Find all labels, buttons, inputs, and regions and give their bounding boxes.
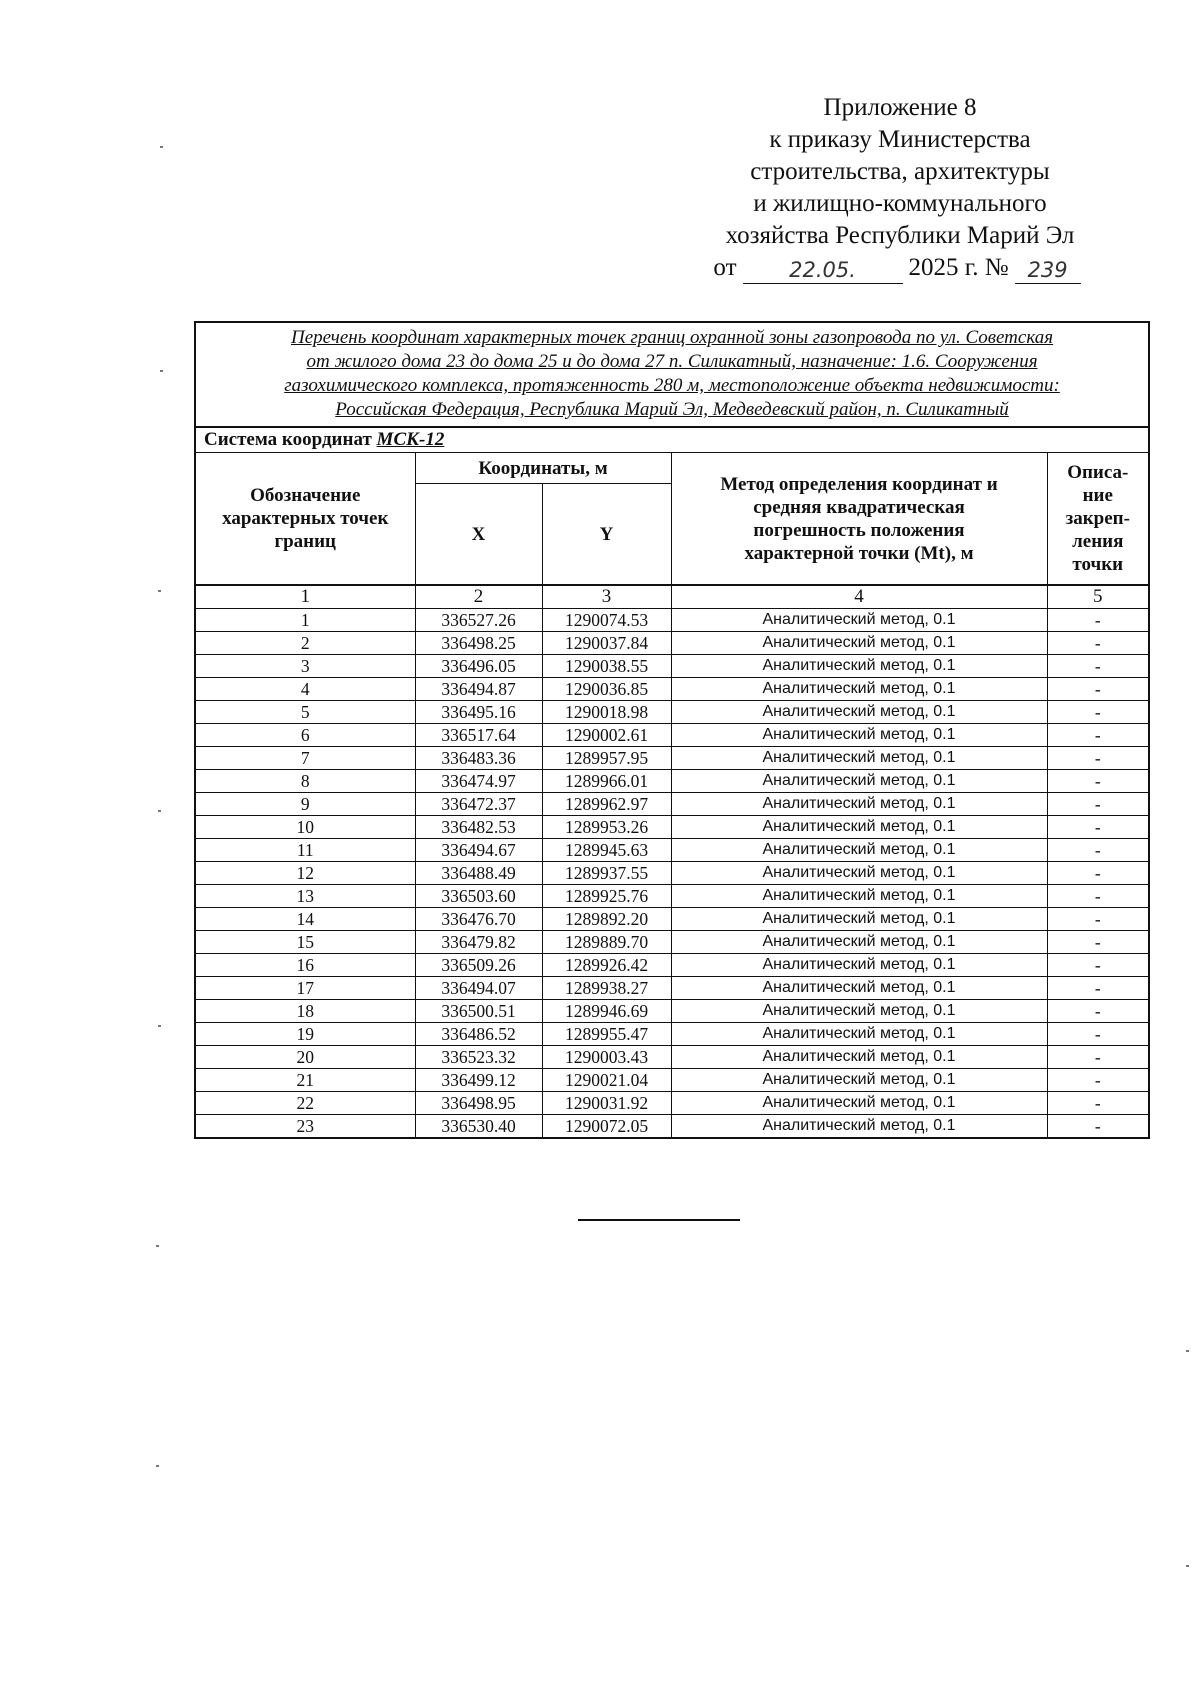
- x-coordinate-cell: 336498.95: [415, 1092, 542, 1115]
- header-description: [1047, 453, 1149, 586]
- description-cell: -: [1047, 1069, 1149, 1092]
- table-row: [195, 1069, 1149, 1092]
- header-desc-line: ления: [1072, 531, 1124, 552]
- table-row: [195, 1115, 1149, 1139]
- header-method-line: погрешность положения: [753, 519, 965, 541]
- point-number-cell: 12: [195, 862, 415, 885]
- y-coordinate-cell: 1289938.27: [542, 977, 671, 1000]
- x-coordinate-cell: 336494.87: [415, 678, 542, 701]
- header-x: X: [415, 484, 542, 586]
- x-coordinate-cell: 336494.67: [415, 839, 542, 862]
- header-method: [671, 453, 1047, 586]
- x-coordinate-cell: 336476.70: [415, 908, 542, 931]
- scan-speck: [158, 590, 161, 592]
- method-cell: Аналитический метод, 0.1: [671, 747, 1047, 770]
- table-row: [195, 678, 1149, 701]
- coordinates-table: [194, 321, 1150, 1139]
- header-point-line: границ: [274, 531, 337, 552]
- header-point-designation: [195, 453, 415, 586]
- header-desc-line: Описа-: [1067, 462, 1129, 483]
- x-coordinate-cell: 336509.26: [415, 954, 542, 977]
- scan-speck: [160, 370, 163, 372]
- scan-speck: [158, 1025, 161, 1027]
- table-row: [195, 816, 1149, 839]
- method-cell: Аналитический метод, 0.1: [671, 1046, 1047, 1069]
- point-number-cell: 20: [195, 1046, 415, 1069]
- description-cell: -: [1047, 977, 1149, 1000]
- table-row: [195, 1092, 1149, 1115]
- point-number-cell: 15: [195, 931, 415, 954]
- method-cell: Аналитический метод, 0.1: [671, 954, 1047, 977]
- y-coordinate-cell: 1290002.61: [542, 724, 671, 747]
- point-number-cell: 22: [195, 1092, 415, 1115]
- method-cell: Аналитический метод, 0.1: [671, 701, 1047, 724]
- table-row: [195, 977, 1149, 1000]
- x-coordinate-cell: 336523.32: [415, 1046, 542, 1069]
- method-cell: Аналитический метод, 0.1: [671, 1023, 1047, 1046]
- method-cell: Аналитический метод, 0.1: [671, 655, 1047, 678]
- y-coordinate-cell: 1289937.55: [542, 862, 671, 885]
- table-row: [195, 931, 1149, 954]
- point-number-cell: 16: [195, 954, 415, 977]
- header-method-line: средняя квадратическая: [753, 496, 965, 518]
- description-cell: -: [1047, 816, 1149, 839]
- table-row: [195, 747, 1149, 770]
- y-coordinate-cell: 1290072.05: [542, 1115, 671, 1139]
- point-number-cell: 7: [195, 747, 415, 770]
- description-cell: -: [1047, 908, 1149, 931]
- table-row: [195, 770, 1149, 793]
- header-y: Y: [542, 484, 671, 586]
- description-cell: -: [1047, 678, 1149, 701]
- scan-speck: [160, 146, 163, 148]
- y-coordinate-cell: 1289962.97: [542, 793, 671, 816]
- appendix-header: [650, 92, 1150, 284]
- point-number-cell: 6: [195, 724, 415, 747]
- description-cell: -: [1047, 632, 1149, 655]
- scan-speck: [1186, 1565, 1189, 1567]
- description-cell: -: [1047, 1023, 1149, 1046]
- header-line-4: и жилищно-коммунального: [753, 190, 1047, 217]
- table-row: [195, 655, 1149, 678]
- table-row: [195, 1023, 1149, 1046]
- description-cell: -: [1047, 701, 1149, 724]
- y-coordinate-cell: 1290003.43: [542, 1046, 671, 1069]
- header-line-2: к приказу Министерства: [769, 126, 1031, 153]
- y-coordinate-cell: 1290036.85: [542, 678, 671, 701]
- x-coordinate-cell: 336494.07: [415, 977, 542, 1000]
- method-cell: Аналитический метод, 0.1: [671, 724, 1047, 747]
- header-line-5: хозяйства Республики Марий Эл: [725, 222, 1075, 249]
- header-desc-line: закреп-: [1065, 508, 1130, 529]
- method-cell: Аналитический метод, 0.1: [671, 609, 1047, 632]
- y-coordinate-cell: 1289955.47: [542, 1023, 671, 1046]
- x-coordinate-cell: 336503.60: [415, 885, 542, 908]
- description-cell: -: [1047, 885, 1149, 908]
- point-number-cell: 9: [195, 793, 415, 816]
- method-cell: Аналитический метод, 0.1: [671, 931, 1047, 954]
- order-date-line: [650, 252, 1150, 284]
- point-number-cell: 17: [195, 977, 415, 1000]
- table-row: [195, 954, 1149, 977]
- table-row: [195, 862, 1149, 885]
- x-coordinate-cell: 336500.51: [415, 1000, 542, 1023]
- table-title-row: [195, 322, 1149, 427]
- point-number-cell: 10: [195, 816, 415, 839]
- column-number: 3: [542, 585, 671, 609]
- x-coordinate-cell: 336495.16: [415, 701, 542, 724]
- table-title-line-2: от жилого дома 23 до дома 25 и до дома 27 п. Силикатный, назначение: 1.6. Сооружения: [306, 351, 1038, 372]
- point-number-cell: 4: [195, 678, 415, 701]
- header-point-line: Обозначение: [250, 485, 361, 506]
- y-coordinate-cell: 1289925.76: [542, 885, 671, 908]
- header-desc-line: точки: [1072, 554, 1124, 575]
- table-row: [195, 1000, 1149, 1023]
- x-coordinate-cell: 336517.64: [415, 724, 542, 747]
- description-cell: -: [1047, 1092, 1149, 1115]
- scan-speck: [156, 1245, 159, 1247]
- description-cell: -: [1047, 931, 1149, 954]
- point-number-cell: 19: [195, 1023, 415, 1046]
- y-coordinate-cell: 1289957.95: [542, 747, 671, 770]
- header-point-line: характерных точек: [222, 508, 389, 529]
- method-cell: Аналитический метод, 0.1: [671, 1069, 1047, 1092]
- y-coordinate-cell: 1289889.70: [542, 931, 671, 954]
- point-number-cell: 5: [195, 701, 415, 724]
- point-number-cell: 14: [195, 908, 415, 931]
- y-coordinate-cell: 1290018.98: [542, 701, 671, 724]
- column-number: 1: [195, 585, 415, 609]
- point-number-cell: 3: [195, 655, 415, 678]
- scan-speck: [158, 810, 161, 812]
- y-coordinate-cell: 1289945.63: [542, 839, 671, 862]
- description-cell: -: [1047, 1000, 1149, 1023]
- method-cell: Аналитический метод, 0.1: [671, 862, 1047, 885]
- point-number-cell: 2: [195, 632, 415, 655]
- table-row: [195, 793, 1149, 816]
- description-cell: -: [1047, 954, 1149, 977]
- closing-rule: [578, 1219, 740, 1221]
- header-line-3: строительства, архитектуры: [750, 158, 1050, 185]
- coordinate-system-label: Система координат: [204, 429, 372, 450]
- y-coordinate-cell: 1289953.26: [542, 816, 671, 839]
- method-cell: Аналитический метод, 0.1: [671, 770, 1047, 793]
- x-coordinate-cell: 336488.49: [415, 862, 542, 885]
- point-number-cell: 1: [195, 609, 415, 632]
- table-title: [195, 322, 1149, 427]
- order-date-handwritten: 22.05.: [743, 257, 903, 284]
- x-coordinate-cell: 336474.97: [415, 770, 542, 793]
- header-row-1: [195, 453, 1149, 484]
- point-number-cell: 13: [195, 885, 415, 908]
- table-row: [195, 724, 1149, 747]
- header-method-line: характерной точки (Mt), м: [744, 542, 974, 564]
- method-cell: Аналитический метод, 0.1: [671, 839, 1047, 862]
- column-number: 5: [1047, 585, 1149, 609]
- x-coordinate-cell: 336482.53: [415, 816, 542, 839]
- method-cell: Аналитический метод, 0.1: [671, 678, 1047, 701]
- x-coordinate-cell: 336472.37: [415, 793, 542, 816]
- table-row: [195, 609, 1149, 632]
- x-coordinate-cell: 336498.25: [415, 632, 542, 655]
- header-coordinates: Координаты, м: [415, 453, 671, 484]
- x-coordinate-cell: 336499.12: [415, 1069, 542, 1092]
- y-coordinate-cell: 1290074.53: [542, 609, 671, 632]
- y-coordinate-cell: 1290037.84: [542, 632, 671, 655]
- y-coordinate-cell: 1290031.92: [542, 1092, 671, 1115]
- column-number-row: [195, 585, 1149, 609]
- method-cell: Аналитический метод, 0.1: [671, 885, 1047, 908]
- method-cell: Аналитический метод, 0.1: [671, 632, 1047, 655]
- x-coordinate-cell: 336479.82: [415, 931, 542, 954]
- method-cell: Аналитический метод, 0.1: [671, 793, 1047, 816]
- column-number: 2: [415, 585, 542, 609]
- x-coordinate-cell: 336486.52: [415, 1023, 542, 1046]
- point-number-cell: 23: [195, 1115, 415, 1139]
- table-title-line-3: газохимического комплекса, протяженность 280 м, местоположение объекта недвижимости:: [284, 375, 1060, 396]
- coordinate-system: [195, 427, 1149, 453]
- description-cell: -: [1047, 770, 1149, 793]
- description-cell: -: [1047, 609, 1149, 632]
- point-number-cell: 11: [195, 839, 415, 862]
- order-number-handwritten: 239: [1015, 257, 1081, 284]
- header-desc-line: ние: [1082, 485, 1113, 506]
- description-cell: -: [1047, 747, 1149, 770]
- x-coordinate-cell: 336483.36: [415, 747, 542, 770]
- coordinate-system-row: [195, 427, 1149, 453]
- method-cell: Аналитический метод, 0.1: [671, 977, 1047, 1000]
- description-cell: -: [1047, 839, 1149, 862]
- table-row: [195, 632, 1149, 655]
- y-coordinate-cell: 1289926.42: [542, 954, 671, 977]
- method-cell: Аналитический метод, 0.1: [671, 816, 1047, 839]
- description-cell: -: [1047, 655, 1149, 678]
- method-cell: Аналитический метод, 0.1: [671, 908, 1047, 931]
- order-year-text: 2025 г. №: [908, 254, 1009, 281]
- column-number: 4: [671, 585, 1047, 609]
- x-coordinate-cell: 336527.26: [415, 609, 542, 632]
- table-title-line-4: Российская Федерация, Республика Марий Эл, Медведевский район, п. Силикатный: [335, 399, 1009, 420]
- table-row: [195, 908, 1149, 931]
- y-coordinate-cell: 1289966.01: [542, 770, 671, 793]
- header-line-1: Приложение 8: [823, 94, 977, 121]
- y-coordinate-cell: 1290038.55: [542, 655, 671, 678]
- date-prefix: от: [713, 254, 737, 281]
- method-cell: Аналитический метод, 0.1: [671, 1115, 1047, 1139]
- coordinate-system-value: МСК-12: [376, 429, 445, 450]
- description-cell: -: [1047, 862, 1149, 885]
- table-row: [195, 839, 1149, 862]
- table-row: [195, 1046, 1149, 1069]
- point-number-cell: 21: [195, 1069, 415, 1092]
- description-cell: -: [1047, 724, 1149, 747]
- point-number-cell: 18: [195, 1000, 415, 1023]
- point-number-cell: 8: [195, 770, 415, 793]
- header-method-line: Метод определения координат и: [720, 473, 998, 495]
- description-cell: -: [1047, 1115, 1149, 1139]
- table-row: [195, 885, 1149, 908]
- scan-speck: [1186, 1350, 1189, 1352]
- y-coordinate-cell: 1289946.69: [542, 1000, 671, 1023]
- y-coordinate-cell: 1290021.04: [542, 1069, 671, 1092]
- method-cell: Аналитический метод, 0.1: [671, 1000, 1047, 1023]
- table-row: [195, 701, 1149, 724]
- x-coordinate-cell: 336530.40: [415, 1115, 542, 1139]
- scan-speck: [156, 1465, 159, 1467]
- description-cell: -: [1047, 1046, 1149, 1069]
- y-coordinate-cell: 1289892.20: [542, 908, 671, 931]
- method-cell: Аналитический метод, 0.1: [671, 1092, 1047, 1115]
- description-cell: -: [1047, 793, 1149, 816]
- x-coordinate-cell: 336496.05: [415, 655, 542, 678]
- table-title-line-1: Перечень координат характерных точек границ охранной зоны газопровода по ул. Советская: [290, 327, 1054, 348]
